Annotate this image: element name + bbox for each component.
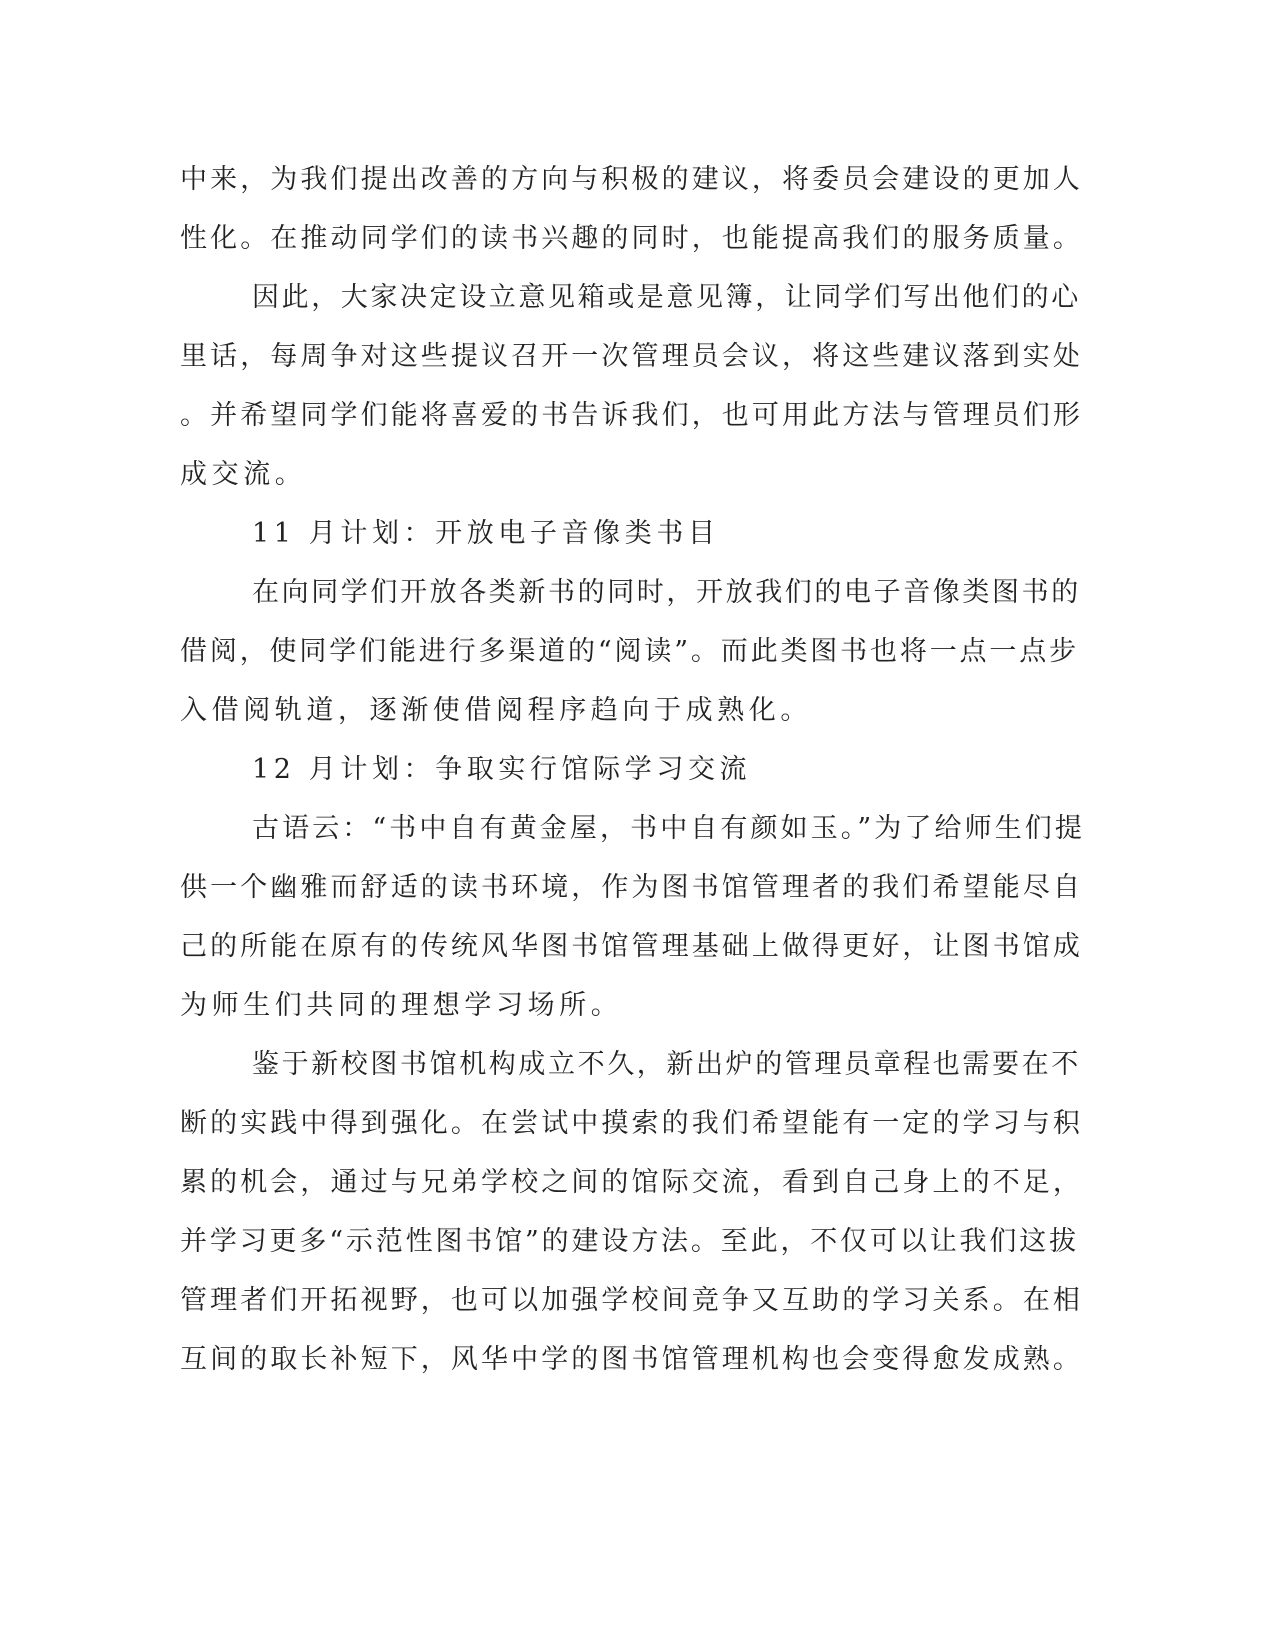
text-line: 性化。在推动同学们的读书兴趣的同时，也能提高我们的服务质量。 [180,223,1083,254]
text-line: 入借阅轨道，逐渐使借阅程序趋向于成熟化。 [180,695,812,726]
text-line: 互间的取长补短下，风华中学的图书馆管理机构也会变得愈发成熟。 [180,1344,1083,1375]
paragraph-first-line: 鉴于新校图书馆机构成立不久，新出炉的管理员章程也需要在不 [252,1049,1081,1080]
paragraph-first-line: 在向同学们开放各类新书的同时，开放我们的电子音像类图书的 [252,577,1081,608]
text-line: 断的实践中得到强化。在尝试中摸索的我们希望能有一定的学习与积 [180,1108,1083,1139]
text-line: 己的所能在原有的传统风华图书馆管理基础上做得更好，让图书馆成 [180,931,1083,962]
text-line: 管理者们开拓视野，也可以加强学校间竞争又互助的学习关系。在相 [180,1285,1083,1316]
text-line: 并学习更多“示范性图书馆”的建设方法。至此，不仅可以让我们这拔 [180,1226,1079,1257]
text-line: 。并希望同学们能将喜爱的书告诉我们，也可用此方法与管理员们形 [180,400,1083,431]
text-line: 供一个幽雅而舒适的读书环境，作为图书馆管理者的我们希望能尽自 [180,872,1083,903]
text-line: 借阅，使同学们能进行多渠道的“阅读”。而此类图书也将一点一点步 [180,636,1079,667]
text-line: 成交流。 [180,459,307,490]
paragraph-first-line: 因此，大家决定设立意见箱或是意见簿，让同学们写出他们的心 [252,282,1081,313]
paragraph-first-line: 古语云：“书中自有黄金屋，书中自有颜如玉。”为了给师生们提 [252,813,1086,844]
text-line: 里话，每周争对这些提议召开一次管理员会议，将这些建议落到实处 [180,341,1083,372]
section-heading-december: 12 月计划：争取实行馆际学习交流 [252,754,752,785]
text-line: 累的机会，通过与兄弟学校之间的馆际交流，看到自己身上的不足， [180,1167,1083,1198]
section-heading-november: 11 月计划：开放电子音像类书目 [252,518,720,549]
text-line: 为师生们共同的理想学习场所。 [180,990,623,1021]
text-line: 中来，为我们提出改善的方向与积极的建议，将委员会建设的更加人 [180,164,1083,195]
